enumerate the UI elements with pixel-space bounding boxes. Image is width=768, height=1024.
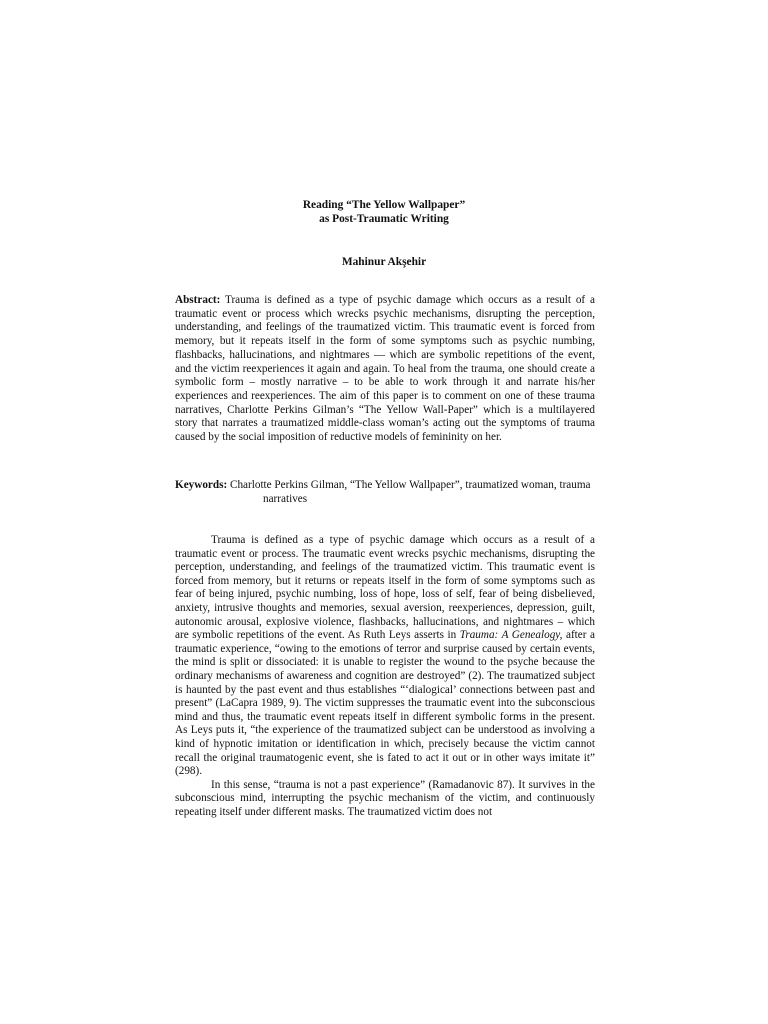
body-text <box>175 534 595 819</box>
body-paragraph-2: In this sense, “trauma is not a past experience” (Ramadanovic 87). It survives in the subconscious mind, interrupting the psychic mechanism of the victim, and continuously repeating itself under different masks. The traumatized victim does not <box>175 778 595 818</box>
abstract <box>175 294 595 445</box>
body-paragraph-1 <box>175 534 595 779</box>
keywords-text: Charlotte Perkins Gilman, “The Yellow Wallpaper”, traumatized woman, trauma narratives <box>230 479 591 505</box>
book-title-trauma-a-genealogy: Trauma: A Genealogy, <box>459 629 563 642</box>
keywords <box>175 479 595 506</box>
paragraph-1-text-b: after a traumatic experience, “owing to the emotions of terror and surprise caused by certain events, the mind is split or dissociated: it is unable to register the wound to the psyche because the ordinary mechanisms of awareness and cognition are destroyed” (2). The traumatized subject is haunted by the past event and thus establishes “‘dialogical’ connections between past and present” (LaCapra 1989, 9). The victim suppresses the traumatic event into the subconscious mind and thus, the traumatic event repeats itself in different symbolic forms in the present. As Leys puts it, “the experience of the traumatized subject can be understood as involving a kind of hypnotic imitation or identification in which, precisely because the victim cannot recall the original traumatogenic event, she is fated to act it out or in other ways imitate it” (298). <box>175 629 595 778</box>
author-name: Mahinur Akşehir <box>341 256 427 268</box>
paper-title-line-1: Reading “The Yellow Wallpaper” <box>302 199 466 211</box>
paper-title-line-2: as Post-Traumatic Writing <box>319 213 449 225</box>
abstract-text: Trauma is defined as a type of psychic damage which occurs as a result of a traumatic event or process which wrecks psychic mechanisms, disrupting the perception, understanding, and feelings of the traumatized victim. This traumatic event is forced from memory, but it repeats itself in the form of some symptoms such as psychic numbing, flashbacks, hallucinations, and nightmares — which are symbolic repetitions of the event, and the victim reexperiences it again and again. To heal from the trauma, one should create a symbolic form – mostly narrative – to be able to work through it and narrate his/her experiences and reexperiences. The aim of this paper is to comment on one of these trauma narratives, Charlotte Perkins Gilman’s “The Yellow Wall-Paper” which is a multilayered story that narrates a traumatized middle-class woman’s acting out the symptoms of trauma caused by the social imposition of reductive models of femininity on her. <box>175 294 595 444</box>
paper-title <box>0 198 768 226</box>
paragraph-1-text-a: Trauma is defined as a type of psychic damage which occurs as a result of a traumatic event or process. The traumatic event wrecks psychic mechanisms, disrupting the perception, understanding, and feelings of the traumatized victim. This traumatic event is forced from memory, but it returns or repeats itself in the form of some symptoms such as fear of being injured, psychic numbing, loss of hope, loss of self, fear of being disbelieved, anxiety, intrusive thoughts and memories, sexual aversion, reexperiences, depression, guilt, autonomic arousal, explosive violence, flashbacks, hallucinations, and nightmares – which are symbolic repetitions of the event. As Ruth Leys asserts in <box>175 534 595 642</box>
abstract-label: Abstract: <box>175 294 221 306</box>
keywords-label: Keywords: <box>175 479 228 491</box>
